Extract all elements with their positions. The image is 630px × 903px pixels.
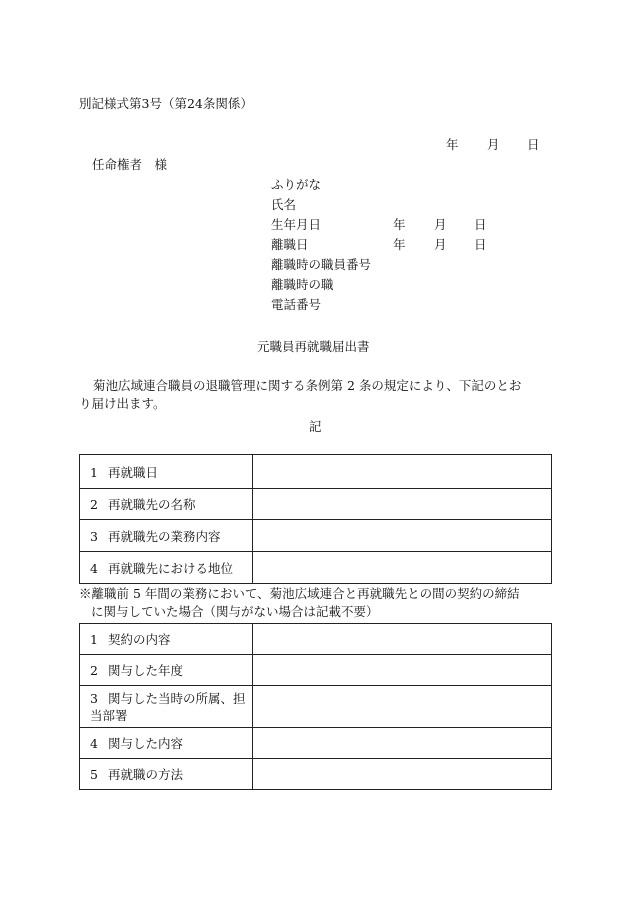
row-number: 4 [90,560,98,576]
name-label: 氏名 [271,197,297,212]
ki-label: 記 [309,419,322,434]
retirement-date-label: 離職日 [271,237,309,252]
table-label-cell [80,728,253,759]
employer-name-entry[interactable] [252,489,551,520]
reemployment-method-entry[interactable] [252,759,551,790]
table-label-cell [80,552,253,584]
form-header: 別記様式第3号（第24条関係） [79,96,253,111]
table-label-cell [80,455,253,489]
date-day-unit: 日 [527,137,540,152]
row-number: 4 [90,736,98,751]
employer-business-entry[interactable] [252,520,551,552]
position-label: 離職時の職 [271,277,334,292]
contract-involvement-table [79,623,552,790]
row-label: 関与した内容 [108,736,184,751]
note-line-2: に関与していた場合（関与がない場合は記載不要） [91,604,379,619]
row-number: 5 [90,767,98,782]
row-label: 再就職日 [108,464,159,480]
table-row [80,552,552,584]
row-label: 再就職先の業務内容 [108,528,221,544]
table-row [80,520,552,552]
row-number: 3 [90,690,98,706]
row-label: 関与した当時の所属、担当部署 [90,690,246,723]
row-label: 契約の内容 [108,632,171,647]
table-label-cell [80,520,253,552]
employer-position-entry[interactable] [252,552,551,584]
table-label-cell [80,759,253,790]
staff-number-label: 離職時の職員番号 [271,257,372,272]
department-entry[interactable] [252,686,551,728]
table-label-cell [80,624,253,655]
birth-date-label: 生年月日 [271,217,322,232]
row-label: 関与した年度 [108,663,184,678]
row-label: 再就職先における地位 [108,560,234,576]
table-row [80,624,552,655]
row-number: 1 [90,464,98,480]
contract-content-entry[interactable] [252,624,551,655]
body-text [79,377,559,413]
row-number: 2 [90,663,98,678]
table-label-cell [80,489,253,520]
row-label: 再就職の方法 [108,767,184,782]
row-number: 3 [90,528,98,544]
table-row [80,655,552,686]
involvement-year-entry[interactable] [252,655,551,686]
note-line-1: ※離職前 5 年間の業務において、菊池広域連合と再就職先との間の契約の締結 [79,586,520,601]
reemployment-date-entry[interactable] [252,455,551,489]
birth-day-unit: 日 [474,217,487,232]
involvement-detail-entry[interactable] [252,728,551,759]
retire-day-unit: 日 [474,237,487,252]
table-row [80,728,552,759]
row-label: 再就職先の名称 [108,497,196,512]
row-number: 1 [90,632,98,647]
table-row [80,686,552,728]
birth-month-unit: 月 [434,217,447,232]
birth-year-unit: 年 [393,217,406,232]
row-number: 2 [90,497,98,512]
document-title: 元職員再就職届出書 [257,339,370,354]
reemployment-table [79,454,552,584]
table-row [80,759,552,790]
phone-label: 電話番号 [271,297,322,312]
table-row [80,489,552,520]
date-year-unit: 年 [446,137,459,152]
table-row [80,455,552,489]
furigana-label: ふりがな [271,177,322,192]
table-label-cell [80,686,253,728]
note [79,585,559,621]
addressee: 任命権者 様 [92,157,168,172]
retire-year-unit: 年 [393,237,406,252]
retire-month-unit: 月 [434,237,447,252]
body-text-line-1: 菊池広域連合職員の退職管理に関する条例第 2 条の規定により、下記のとお [93,378,522,393]
date-month-unit: 月 [487,137,500,152]
table-label-cell [80,655,253,686]
body-text-line-2: り届け出ます。 [79,396,166,411]
